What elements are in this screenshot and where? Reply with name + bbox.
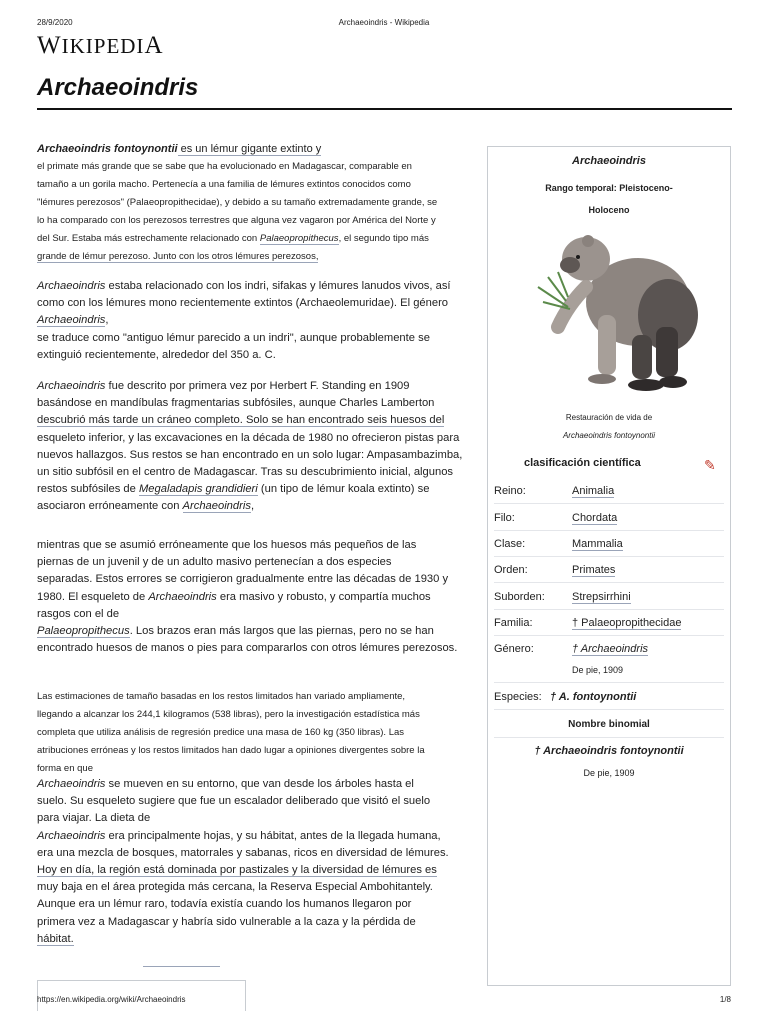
- print-title: Archaeoindris - Wikipedia: [338, 18, 430, 27]
- paragraph-skeleton: mientras que se asumió erróneamente que los huesos más pequeños de las piernas de un juvenil y de un adulto masivo pertenecían a dos especies separadas. Estos errores se corrigieron gradualmente entre las décadas de 1930 y 1980. El esqueleto de Archaeoindris era masivo y robusto, y compartía muchos rasgos con el de Palaeopropithecus. Los brazos eran más largos que las piernas, pero no se han encontrado huesos de manos o pies para compararlos con otros lémures perezosos.: [37, 539, 458, 655]
- print-date: 28/9/2020: [37, 18, 73, 27]
- paragraph-size: Las estimaciones de tamaño basadas en los restos limitados han variado ampliamente, llegando a alcanzar los 244,1 kilogramos (538 libras), pero la investigación estadística más completa que utiliza análisis de regresión predice una masa de 160 kg (350 libras). Las atribuciones erróneas y los restos limitados han dado lugar a opiniones divergentes sobre la forma en que: [37, 691, 425, 774]
- binomial-name: † Archaeoindris fontoynontii: [534, 745, 684, 757]
- taxobox-title: Archaeoindris: [572, 155, 646, 167]
- paragraph-ecology: Archaeoindris se mueven en su entorno, que van desde los árboles hasta el suelo. Su esqueleto sugiere que fue un escalador deliberado que visitó el suelo para viajar. La dieta de Archaeoindris era principalmente hojas, y su hábitat, antes de la llegada humana, era una mezcla de bosques, matorrales y sabanas, ricos en diversidad de lémures. Hoy en día, la región está dominada por pastizales y la diversidad de lémures es muy baja en el área protegida más cercana, la Reserva Especial Ambohitantely. Aunque era un lémur raro, todavía existía cuando los humanos llegaron por primera vez a Madagascar y habría sido vulnerable a la caza y la pérdida de hábitat.: [37, 778, 449, 945]
- taxobox: Archaeoindris Rango temporal: Pleistoceno- Holoceno Restauración de vida de Archaeoindris fontoynontii clasificación científica ✎ Reino: Animalia Filo: Chordata Clase: Mammalia Orden: Primates Suborden: Strepsirrhini Familia: † Palaeopropithecidae Género: † Archaeoindris De pie, 1909 Especies: † A. fontoynontii Nombre binomial † Archaeoindris fontoynontii De pie, 1909: [487, 146, 731, 986]
- classification-header: clasificación científica: [524, 457, 641, 469]
- binomial-author: De pie, 1909: [583, 768, 635, 778]
- page-title: Archaeoindris: [37, 74, 199, 101]
- intro-paragraph: Archaeoindris fontoynontii es un lémur gigante extinto y el primate más grande que se sabe que ha evolucionado en Madagascar, comparable en tamaño a un gorila macho. Pertenecía a una familia de lémures extintos conocidos como "lémures perezosos" (Palaeopropithecidae), y debido a su tamaño extremadamente grande, se lo ha comparado con los perezosos terrestres que alguna vez vagaron por América del Norte y del Sur. Estaba más estrechamente relacionado con Palaeopropithecus, el segundo tipo más grande de lémur perezoso. Junto con los otros lémures perezosos,: [37, 143, 438, 262]
- edit-pencil-icon[interactable]: ✎: [704, 457, 716, 473]
- footer-url[interactable]: https://en.wikipedia.org/wiki/Archaeoindris: [37, 995, 186, 1004]
- image-caption: Restauración de vida de Archaeoindris fontoynontii: [562, 413, 656, 440]
- wikipedia-logo[interactable]: WIKIPEDIA: [37, 32, 164, 59]
- paragraph-discovery: Archaeoindris fue descrito por primera vez por Herbert F. Standing en 1909 basándose en mandíbulas fragmentarias subfósiles, aunque Charles Lamberton descubrió más tarde un cráneo completo. Solo se han encontrado seis huesos del esqueleto inferior, y las excavaciones en la década de 1980 no ofrecieron pistas para nuevos hallazgos. Sus restos se han encontrado en un solo lugar: Ampasambazimba, un sitio subfósil en el centro de Madagascar. Tras su descubrimiento inicial, algunos restos subfósiles de Megaladapis grandidieri (un tipo de lémur koala extinto) se asociaron erróneamente con Archaeoindris,: [37, 380, 463, 513]
- paragraph-relations: Archaeoindris estaba relacionado con los indri, sifakas y lémures lanudos vivos, así como con los lémures mono recientemente extintos (Archaeolemuridae). El género Archaeoindris, se traduce como "antiguo lémur parecido a un indri", aunque probablemente se extinguió recientemente, alrededor del 350 a. C.: [37, 280, 451, 361]
- temporal-range: Rango temporal: Pleistoceno- Holoceno: [545, 183, 673, 215]
- archaeoindris-illustration[interactable]: [528, 227, 708, 397]
- divider: [143, 966, 220, 967]
- title-divider: [37, 108, 732, 110]
- article-subject: Archaeoindris fontoynontii: [37, 143, 178, 155]
- binomial-header: Nombre binomial: [568, 719, 650, 730]
- page-number: 1/8: [719, 995, 731, 1004]
